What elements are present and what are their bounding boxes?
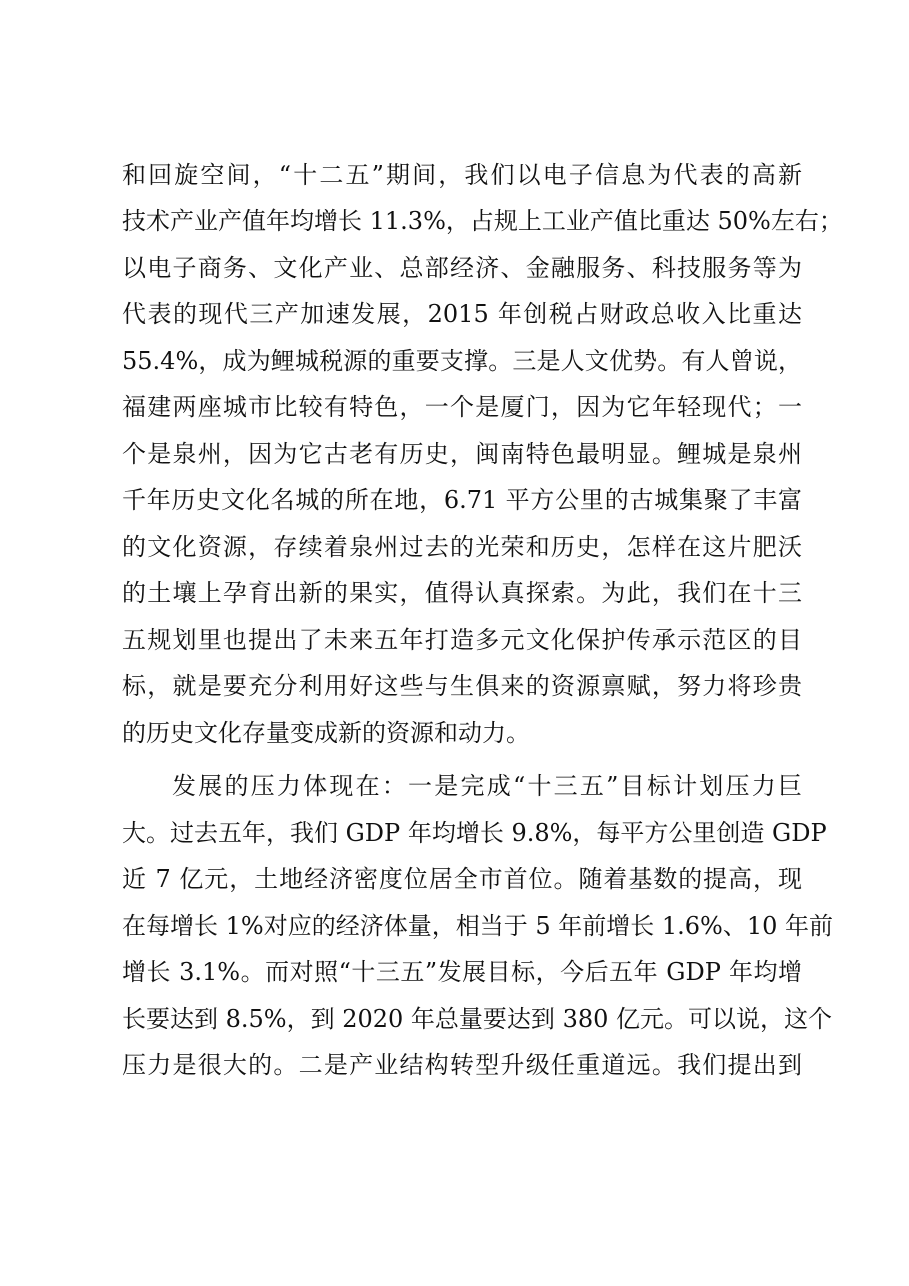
text-line: 代表的现代三产加速发展，2015 年创税占财政总收入比重达 [122,300,802,328]
text-line: 的土壤上孕育出新的果实，值得认真探索。为此，我们在十三 [122,579,802,607]
text-line: 五规划里也提出了未来五年打造多元文化保护传承示范区的目 [122,626,802,654]
text-line: 增长 3.1%。而对照“十三五”发展目标，今后五年 GDP 年均增 [122,958,802,986]
text-line: 的历史文化存量变成新的资源和动力。 [122,719,530,747]
text-line: 福建两座城市比较有特色，一个是厦门，因为它年轻现代；一 [122,393,802,421]
text-line: 长要达到 8.5%，到 2020 年总量要达到 380 亿元。可以说，这个 [122,1005,833,1033]
paragraph-first-line: 发展的压力体现在：一是完成“十三五”目标计划压力巨 [172,772,802,800]
text-line: 在每增长 1%对应的经济体量，相当于 5 年前增长 1.6%、10 年前 [122,912,833,940]
text-line: 以电子商务、文化产业、总部经济、金融服务、科技服务等为 [122,254,802,282]
text-line: 千年历史文化名城的所在地，6.71 平方公里的古城集聚了丰富 [122,486,802,514]
text-line: 个是泉州，因为它古老有历史，闽南特色最明显。鲤城是泉州 [122,440,802,468]
text-line: 55.4%，成为鲤城税源的重要支撑。三是人文优势。有人曾说， [122,347,802,375]
text-line: 压力是很大的。二是产业结构转型升级任重道远。我们提出到 [122,1051,802,1079]
text-line: 的文化资源，存续着泉州过去的光荣和历史，怎样在这片肥沃 [122,533,802,561]
text-line: 大。过去五年，我们 GDP 年均增长 9.8%，每平方公里创造 GDP [122,819,827,847]
text-line: 和回旋空间，“十二五”期间，我们以电子信息为代表的高新 [122,161,802,189]
text-line: 标，就是要充分利用好这些与生俱来的资源禀赋，努力将珍贵 [122,672,802,700]
text-line: 技术产业产值年均增长 11.3%，占规上工业产值比重达 50%左右； [122,207,843,235]
text-line: 近 7 亿元，土地经济密度位居全市首位。随着基数的提高，现 [122,865,802,893]
